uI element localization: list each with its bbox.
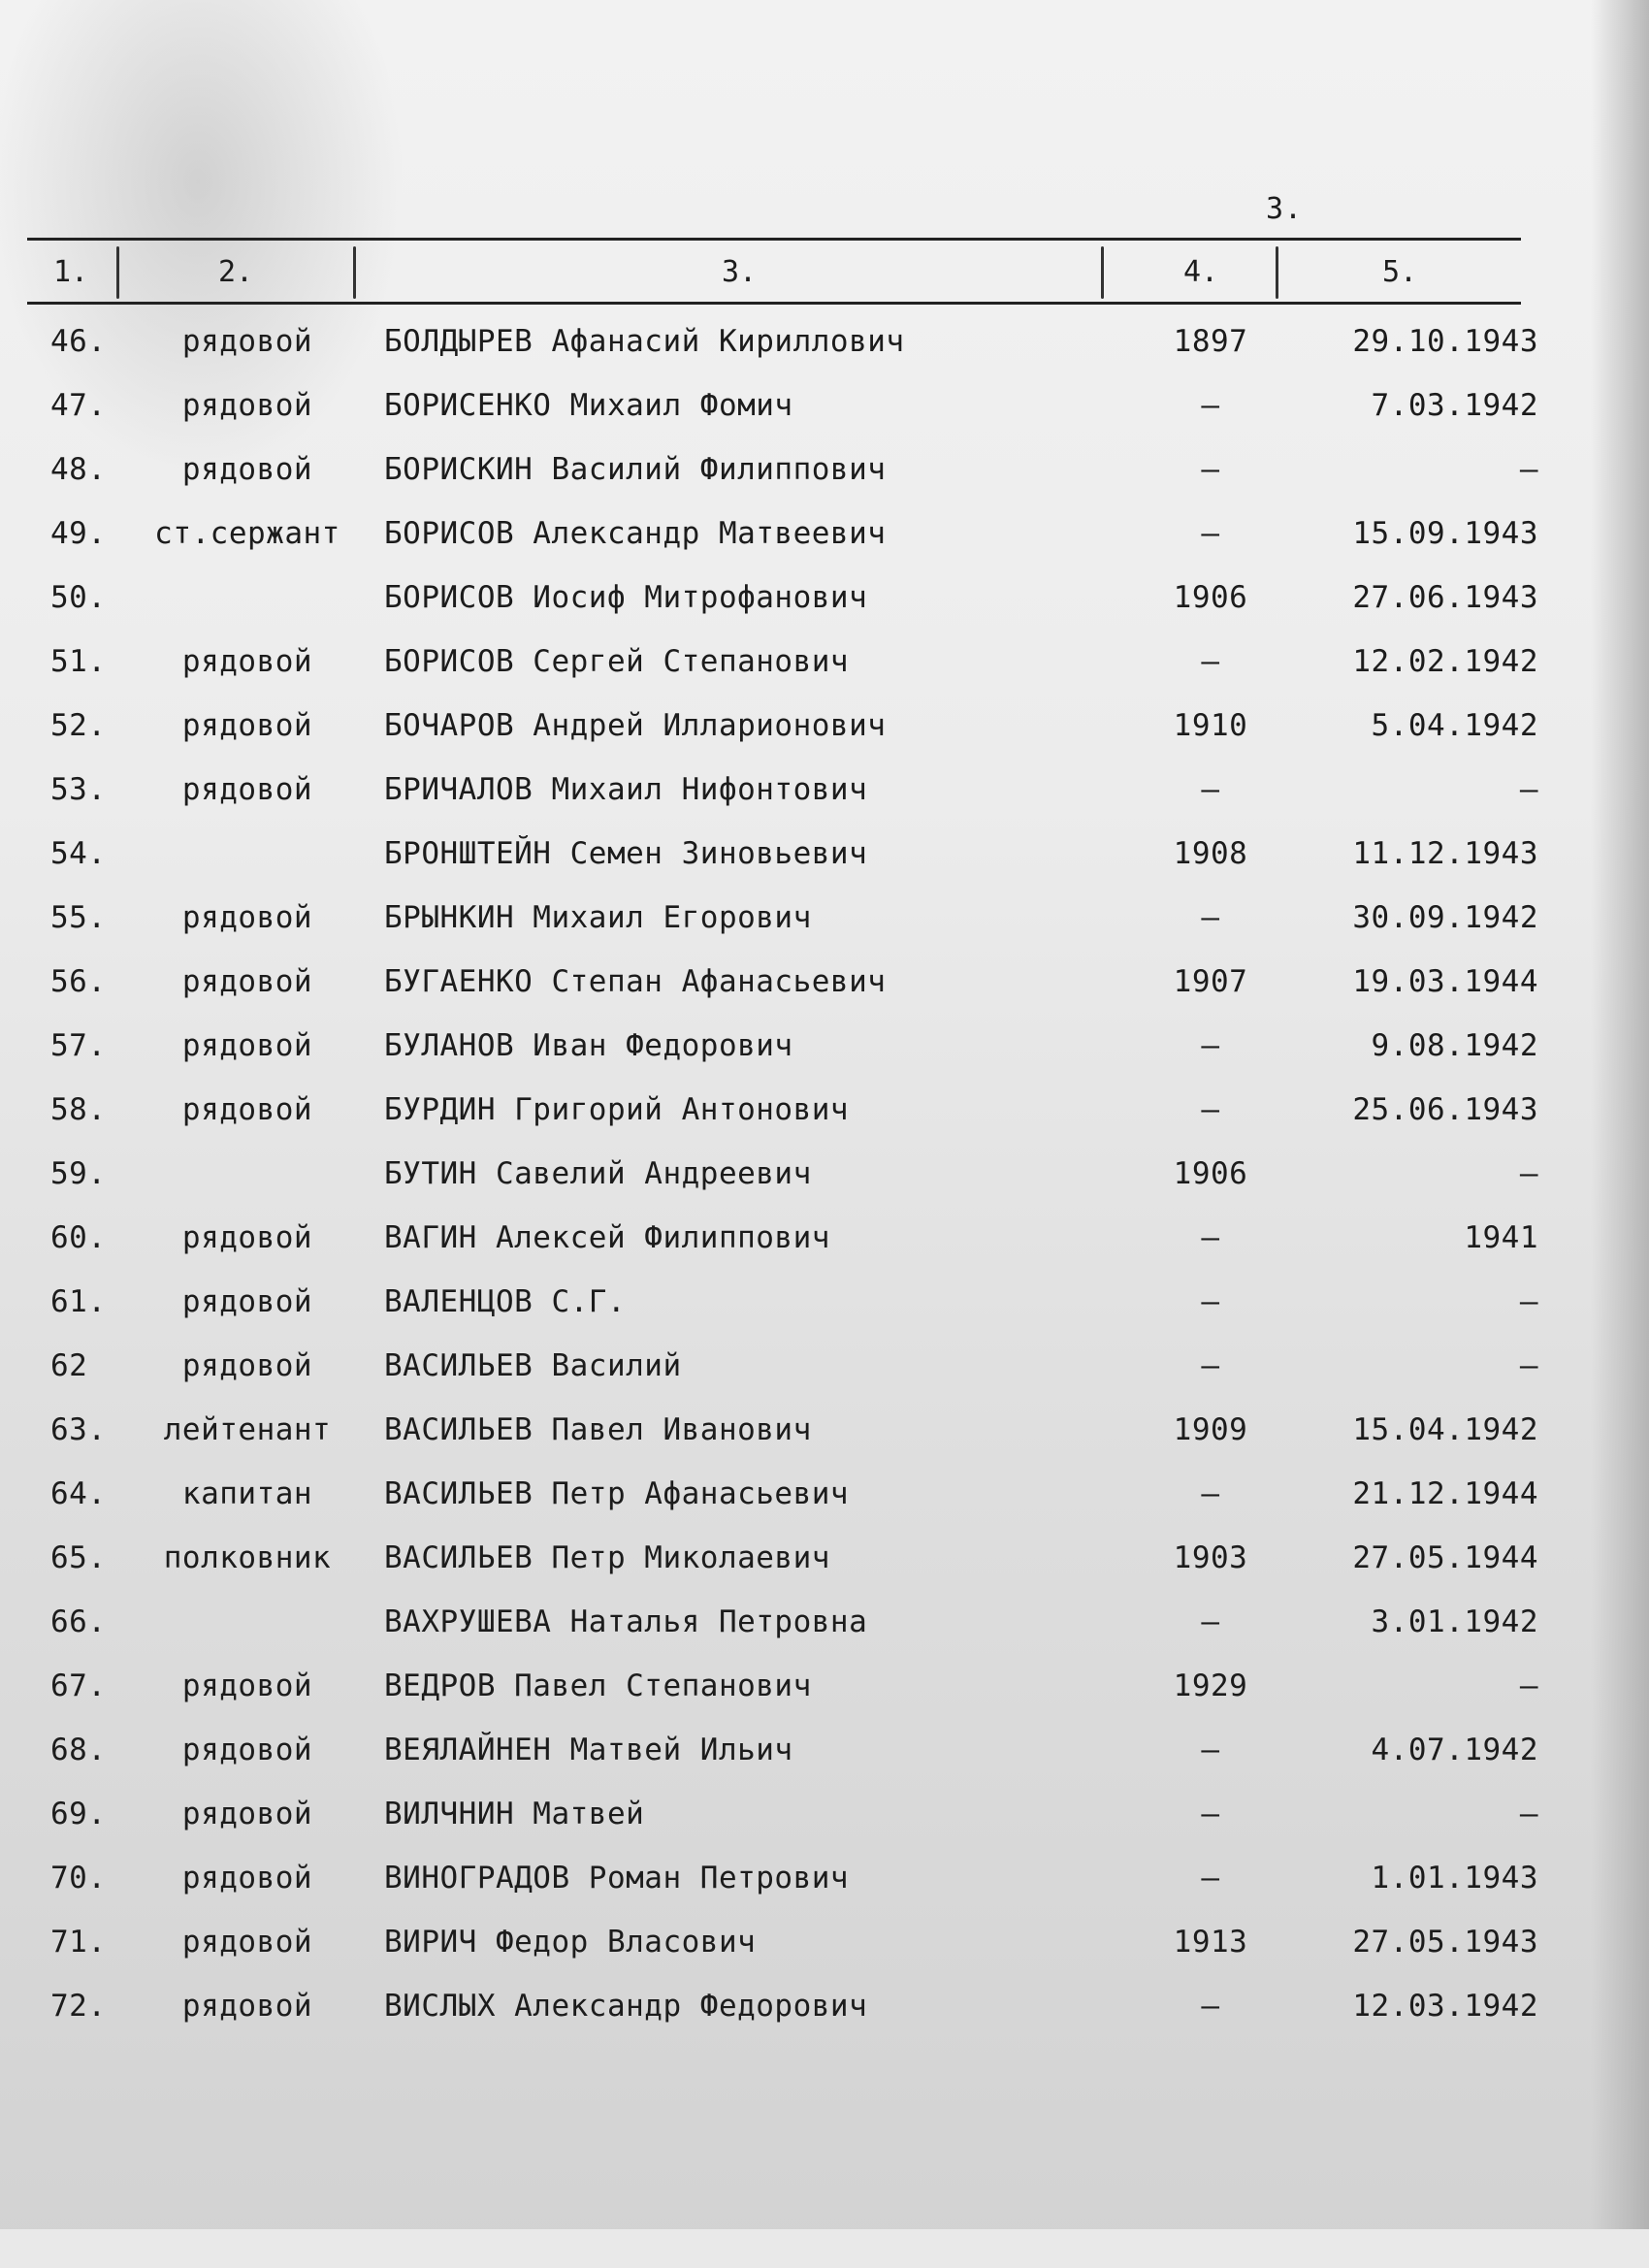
table-row: [27, 1085, 1538, 1149]
rank: [126, 572, 369, 623]
rank: рядовой: [181, 964, 313, 999]
header-col-1: 1.: [52, 254, 89, 289]
date: 9.08.1942: [1371, 1028, 1538, 1063]
rank: рядовой: [181, 644, 313, 679]
table-row: [27, 1597, 1538, 1661]
table-row: [27, 1021, 1538, 1085]
birth-year: –: [1201, 388, 1220, 423]
date: –: [1519, 452, 1538, 487]
row-number: 59.: [50, 1156, 107, 1191]
rank: [126, 828, 369, 879]
full-name: ВАЛЕНЦОВ С.Г.: [384, 1284, 627, 1319]
row-number: 67.: [50, 1669, 107, 1703]
birth-year: –: [1201, 452, 1220, 487]
row-number: 51.: [50, 644, 107, 679]
birth-year: –: [1201, 1028, 1220, 1063]
rank: рядовой: [181, 1797, 313, 1831]
rank: рядовой: [181, 708, 313, 743]
table-row: [27, 572, 1538, 636]
table-row: [27, 892, 1538, 956]
row-number: 62: [50, 1348, 88, 1383]
date: 4.07.1942: [1371, 1733, 1538, 1767]
full-name: ВАСИЛЬЕВ Василий: [384, 1348, 682, 1383]
row-number: 49.: [50, 516, 107, 551]
row-number: 57.: [50, 1028, 107, 1063]
date: 27.05.1944: [1352, 1540, 1538, 1575]
date: 12.03.1942: [1352, 1989, 1538, 2024]
rank: [126, 1149, 369, 1199]
rank: рядовой: [181, 1669, 313, 1703]
full-name: ВАХРУШЕВА Наталья Петровна: [384, 1604, 868, 1639]
date: –: [1519, 1156, 1538, 1191]
page-number: 3.: [1266, 192, 1304, 226]
full-name: БОРИСОВ Александр Матвеевич: [384, 516, 887, 551]
table-row: [27, 956, 1538, 1021]
rank: рядовой: [181, 1220, 313, 1255]
table-row: [27, 1341, 1538, 1405]
rank: рядовой: [181, 772, 313, 807]
rank: рядовой: [181, 1028, 313, 1063]
row-number: 52.: [50, 708, 107, 743]
rank: рядовой: [181, 388, 313, 423]
full-name: БОРИСЕНКО Михаил Фомич: [384, 388, 793, 423]
row-number: 54.: [50, 836, 107, 871]
full-name: ВИСЛЫХ Александр Федорович: [384, 1989, 868, 2024]
rank: полковник: [163, 1540, 332, 1575]
table-row: [27, 1725, 1538, 1789]
scan-shadow: [1591, 0, 1649, 2268]
scan-margin: [0, 2229, 1649, 2268]
birth-year: 1908: [1173, 836, 1248, 871]
full-name: БОЧАРОВ Андрей Илларионович: [384, 708, 887, 743]
table-header: [27, 243, 1521, 301]
row-number: 58.: [50, 1092, 107, 1127]
full-name: БОРИСКИН Василий Филиппович: [384, 452, 887, 487]
table-row: [27, 1533, 1538, 1597]
birth-year: 1906: [1173, 1156, 1248, 1191]
row-number: 53.: [50, 772, 107, 807]
table-row: [27, 1469, 1538, 1533]
birth-year: –: [1201, 1284, 1220, 1319]
birth-year: –: [1201, 1733, 1220, 1767]
table-row: [27, 1917, 1538, 1981]
full-name: ВАГИН Алексей Филиппович: [384, 1220, 830, 1255]
table-row: [27, 508, 1538, 572]
date: 27.06.1943: [1352, 580, 1538, 615]
date: 5.04.1942: [1371, 708, 1538, 743]
table-row: [27, 636, 1538, 700]
full-name: БРОНШТЕЙН Семен Зиновьевич: [384, 836, 868, 871]
birth-year: –: [1201, 1861, 1220, 1895]
row-number: 72.: [50, 1989, 107, 2024]
birth-year: –: [1201, 772, 1220, 807]
row-number: 50.: [50, 580, 107, 615]
date: –: [1519, 1797, 1538, 1831]
birth-year: –: [1201, 1476, 1220, 1511]
date: 25.06.1943: [1352, 1092, 1538, 1127]
date: –: [1519, 1669, 1538, 1703]
table-row: [27, 1405, 1538, 1469]
row-number: 68.: [50, 1733, 107, 1767]
table-row: [27, 1213, 1538, 1277]
row-number: 69.: [50, 1797, 107, 1831]
full-name: БУТИН Савелий Андреевич: [384, 1156, 812, 1191]
rank: рядовой: [181, 1733, 313, 1767]
birth-year: 1907: [1173, 964, 1248, 999]
table-row: [27, 316, 1538, 380]
birth-year: –: [1201, 516, 1220, 551]
row-number: 60.: [50, 1220, 107, 1255]
full-name: БРЫНКИН Михаил Егорович: [384, 900, 812, 935]
row-number: 56.: [50, 964, 107, 999]
birth-year: 1913: [1173, 1925, 1248, 1960]
rank: лейтенант: [163, 1412, 332, 1447]
rank: ст.сержант: [154, 516, 340, 551]
date: 1.01.1943: [1371, 1861, 1538, 1895]
date: 30.09.1942: [1352, 900, 1538, 935]
full-name: БУГАЕНКО Степан Афанасьевич: [384, 964, 887, 999]
rank: рядовой: [181, 1989, 313, 2024]
row-number: 55.: [50, 900, 107, 935]
birth-year: –: [1201, 900, 1220, 935]
row-number: 70.: [50, 1861, 107, 1895]
date: 1941: [1464, 1220, 1538, 1255]
date: 21.12.1944: [1352, 1476, 1538, 1511]
date: 19.03.1944: [1352, 964, 1538, 999]
table-row: [27, 828, 1538, 892]
row-number: 48.: [50, 452, 107, 487]
date: 7.03.1942: [1371, 388, 1538, 423]
table-row: [27, 1789, 1538, 1853]
row-number: 66.: [50, 1604, 107, 1639]
date: 3.01.1942: [1371, 1604, 1538, 1639]
birth-year: 1929: [1173, 1669, 1248, 1703]
birth-year: 1897: [1173, 324, 1248, 359]
table-row: [27, 1661, 1538, 1725]
row-number: 46.: [50, 324, 107, 359]
birth-year: 1910: [1173, 708, 1248, 743]
table-row: [27, 1981, 1538, 2045]
row-number: 65.: [50, 1540, 107, 1575]
date: 29.10.1943: [1352, 324, 1538, 359]
header-col-4: 4.: [1182, 254, 1219, 289]
table-row: [27, 1853, 1538, 1917]
table-row: [27, 700, 1538, 764]
rank: рядовой: [181, 1348, 313, 1383]
rank: [126, 1597, 369, 1647]
birth-year: –: [1201, 1797, 1220, 1831]
rank: рядовой: [181, 1861, 313, 1895]
rank: рядовой: [181, 452, 313, 487]
rank: рядовой: [181, 1925, 313, 1960]
full-name: БОРИСОВ Иосиф Митрофанович: [384, 580, 868, 615]
full-name: БУРДИН Григорий Антонович: [384, 1092, 850, 1127]
date: –: [1519, 1284, 1538, 1319]
table-row: [27, 1149, 1538, 1213]
rank: рядовой: [181, 1092, 313, 1127]
birth-year: 1903: [1173, 1540, 1248, 1575]
date: 12.02.1942: [1352, 644, 1538, 679]
row-number: 71.: [50, 1925, 107, 1960]
table-row: [27, 1277, 1538, 1341]
birth-year: 1909: [1173, 1412, 1248, 1447]
row-number: 47.: [50, 388, 107, 423]
date: 15.09.1943: [1352, 516, 1538, 551]
table-body: [27, 316, 1538, 2045]
rank: капитан: [181, 1476, 313, 1511]
birth-year: 1906: [1173, 580, 1248, 615]
table-row: [27, 764, 1538, 828]
rank: рядовой: [181, 324, 313, 359]
full-name: ВИНОГРАДОВ Роман Петрович: [384, 1861, 850, 1895]
full-name: БРИЧАЛОВ Михаил Нифонтович: [384, 772, 868, 807]
full-name: ВАСИЛЬЕВ Петр Миколаевич: [384, 1540, 830, 1575]
row-number: 64.: [50, 1476, 107, 1511]
birth-year: –: [1201, 644, 1220, 679]
date: –: [1519, 1348, 1538, 1383]
full-name: БОРИСОВ Сергей Степанович: [384, 644, 850, 679]
birth-year: –: [1201, 1220, 1220, 1255]
full-name: БУЛАНОВ Иван Федорович: [384, 1028, 793, 1063]
row-number: 63.: [50, 1412, 107, 1447]
rank: рядовой: [181, 1284, 313, 1319]
full-name: ВИРИЧ Федор Власович: [384, 1925, 757, 1960]
table-row: [27, 444, 1538, 508]
full-name: ВИЛЧНИН Матвей: [384, 1797, 645, 1831]
header-col-5: 5.: [1381, 254, 1418, 289]
date: 27.05.1943: [1352, 1925, 1538, 1960]
table-header-rule: [27, 302, 1521, 305]
full-name: ВЕЯЛАЙНЕН Матвей Ильич: [384, 1733, 793, 1767]
full-name: ВЕДРОВ Павел Степанович: [384, 1669, 812, 1703]
birth-year: –: [1201, 1989, 1220, 2024]
birth-year: –: [1201, 1604, 1220, 1639]
full-name: БОЛДЫРЕВ Афанасий Кириллович: [384, 324, 905, 359]
birth-year: –: [1201, 1348, 1220, 1383]
header-col-2: 2.: [217, 254, 254, 289]
header-col-3: 3.: [721, 254, 758, 289]
date: 15.04.1942: [1352, 1412, 1538, 1447]
date: 11.12.1943: [1352, 836, 1538, 871]
full-name: ВАСИЛЬЕВ Павел Иванович: [384, 1412, 812, 1447]
table-top-rule: [27, 238, 1521, 241]
row-number: 61.: [50, 1284, 107, 1319]
full-name: ВАСИЛЬЕВ Петр Афанасьевич: [384, 1476, 850, 1511]
rank: рядовой: [181, 900, 313, 935]
date: –: [1519, 772, 1538, 807]
birth-year: –: [1201, 1092, 1220, 1127]
table-row: [27, 380, 1538, 444]
